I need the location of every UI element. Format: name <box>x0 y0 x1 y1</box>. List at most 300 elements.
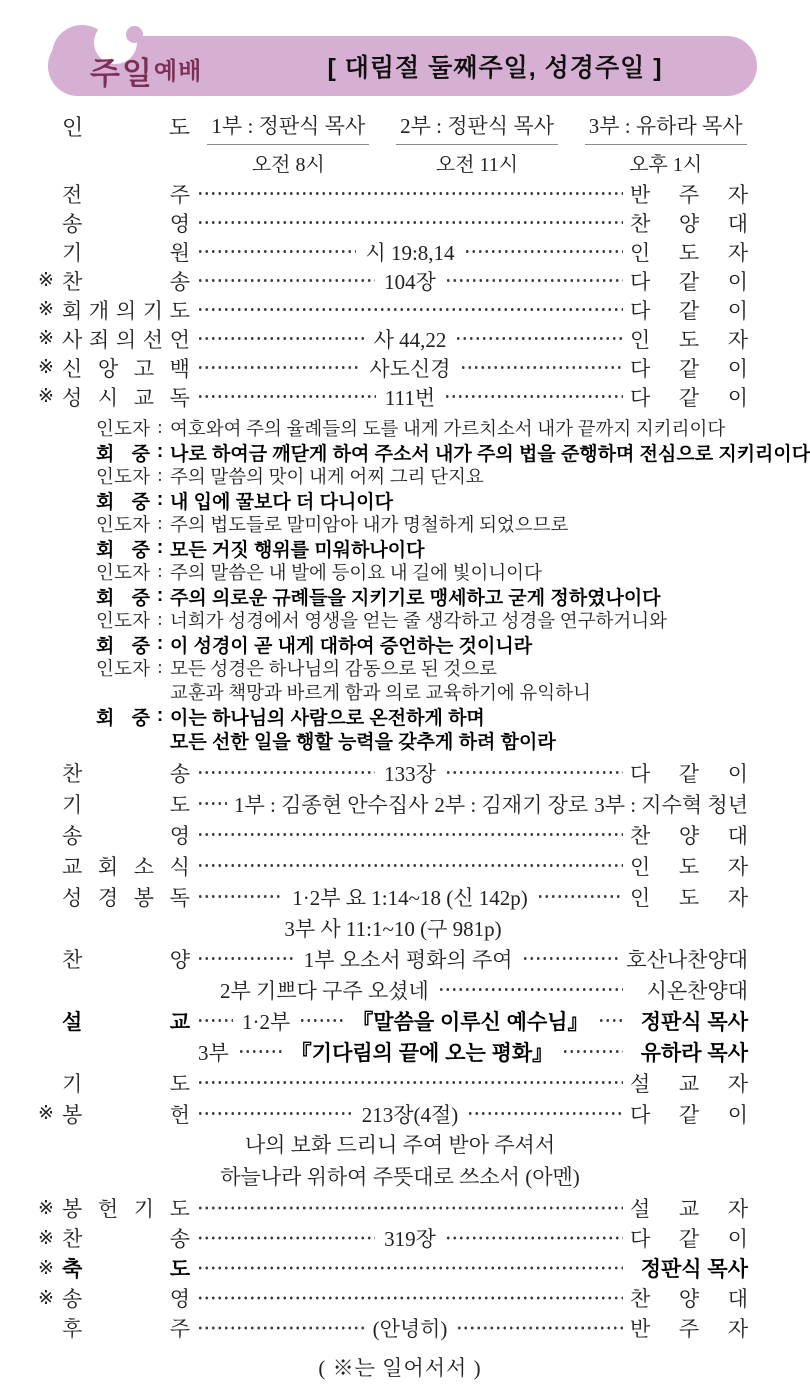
leader-dots <box>197 881 283 912</box>
reading-text: 모든 거짓 행위를 미워하나이다 <box>170 539 425 561</box>
char: 인 <box>96 468 114 488</box>
char: 찬 <box>62 1227 83 1251</box>
speaker-separator: : <box>157 657 163 678</box>
speaker-separator: : <box>156 537 164 558</box>
leader-dots <box>238 1036 282 1067</box>
char: 자 <box>132 660 150 680</box>
reading-line <box>96 704 780 728</box>
row-label <box>62 1193 190 1223</box>
char: 다 <box>630 356 651 381</box>
speaker-separator: : <box>157 609 163 630</box>
speaker-label <box>96 703 150 730</box>
char: 봉 <box>133 885 155 910</box>
standing-mark: ※ <box>38 357 54 378</box>
row-right-text <box>630 179 748 209</box>
leader-dots <box>197 850 623 881</box>
row-label <box>62 1068 190 1098</box>
char: 경 <box>97 885 119 910</box>
leader-dots <box>197 1098 353 1129</box>
leader-dots <box>197 266 375 295</box>
char: 송 <box>62 823 83 848</box>
char: 설 <box>62 1010 83 1034</box>
char: 다 <box>630 1102 651 1127</box>
char: 자 <box>727 327 748 352</box>
leader-dots <box>197 757 375 788</box>
char: 주 <box>169 182 190 207</box>
order-section-3 <box>0 1193 800 1343</box>
logo-text-sub: 예배 <box>153 58 203 85</box>
service-part: 1·2부 <box>242 1009 291 1034</box>
char: 같 <box>678 1102 700 1127</box>
char: 원 <box>169 240 190 265</box>
row-right-text <box>630 208 748 238</box>
row-right-text <box>630 382 748 412</box>
char: 도 <box>169 792 190 817</box>
leader-dots <box>197 179 623 208</box>
row-right-text <box>630 266 748 296</box>
char: 다 <box>630 385 651 410</box>
row-label <box>62 295 190 325</box>
leader-dots <box>197 1223 375 1253</box>
reading-line <box>96 488 780 512</box>
char: 다 <box>630 761 651 786</box>
char: 중 <box>131 635 150 657</box>
row-label <box>62 237 190 267</box>
reading-text: 나로 하여금 깨닫게 하여 주소서 내가 주의 법을 준행하며 전심으로 지키리이다 <box>170 443 810 465</box>
char: 자 <box>727 182 748 207</box>
char: 같 <box>678 1227 700 1251</box>
char: 도 <box>678 885 700 910</box>
assignment-list <box>234 789 748 819</box>
order-row <box>0 295 800 324</box>
char: 독 <box>169 885 190 910</box>
char: 주 <box>678 1317 700 1341</box>
char: 도 <box>114 420 132 440</box>
char: 헌 <box>97 1197 119 1221</box>
service-time: 오전 11시 <box>435 154 519 176</box>
order-row <box>0 850 800 881</box>
char: 도 <box>114 516 132 536</box>
char: 찬 <box>62 761 83 786</box>
row-center-text: 2부 기쁘다 구주 오셨네 <box>220 978 429 1003</box>
char: 인 <box>630 854 651 879</box>
standing-mark: ※ <box>38 1257 54 1279</box>
speaker-separator: : <box>156 633 164 654</box>
leader-dots <box>455 324 623 353</box>
service-leader-name: 3부 : 유하라 목사 <box>585 110 747 145</box>
row-right-text <box>630 353 748 383</box>
char: 후 <box>62 1317 83 1341</box>
char: 대 <box>727 211 748 236</box>
leader-dots <box>197 1253 623 1283</box>
order-row <box>0 1067 800 1098</box>
char: 찬 <box>630 211 651 236</box>
service-time: 오후 1시 <box>629 154 703 176</box>
row-label <box>62 1283 190 1313</box>
standing-mark: ※ <box>38 1197 54 1219</box>
row-right-text: 시온찬양대 <box>646 978 748 1003</box>
char: 인 <box>630 240 651 265</box>
row-center-text: (안녕히) <box>372 1317 448 1341</box>
char: 의 <box>115 298 137 323</box>
char: 기 <box>62 240 83 265</box>
leader-dots <box>460 353 623 382</box>
char: 같 <box>678 356 700 381</box>
char: 인 <box>96 420 114 440</box>
char: 교 <box>62 854 83 879</box>
speaker-separator: : <box>156 441 164 462</box>
order-row <box>0 757 800 788</box>
order-row <box>0 353 800 382</box>
row-right-text <box>630 882 748 912</box>
reading-line <box>96 680 780 704</box>
char: 찬 <box>62 269 83 294</box>
leader-dots <box>445 757 623 788</box>
reading-text: 모든 선한 일을 행할 능력을 갖추게 하려 함이라 <box>170 731 556 753</box>
char: 교 <box>133 385 155 410</box>
char: 인 <box>96 564 114 584</box>
char: 주 <box>169 1317 190 1341</box>
char: 회 <box>96 443 115 465</box>
row-label <box>62 353 190 383</box>
order-row <box>0 179 800 208</box>
char: 인 <box>96 612 114 632</box>
reading-text: 이 성경이 곧 내게 대하여 증언하는 것이니라 <box>170 635 533 657</box>
char: 기 <box>62 792 83 817</box>
speaker-label <box>96 607 150 633</box>
row-right-text <box>630 1099 748 1129</box>
row-center-text: 213장(4절) <box>361 1102 459 1127</box>
row-right-text <box>630 1313 748 1343</box>
char: 반 <box>630 1317 651 1341</box>
standing-mark: ※ <box>38 299 54 320</box>
speaker-label <box>96 487 150 514</box>
row-right-text <box>630 820 748 850</box>
row-label <box>62 324 190 354</box>
char: 찬 <box>630 823 651 848</box>
row-right-text: 정판식 목사 <box>640 1010 748 1034</box>
row-right-text <box>630 1068 748 1098</box>
assignment-part: 3부 : 지수혁 청년 <box>594 792 748 817</box>
row-label <box>62 758 190 788</box>
char: 이 <box>727 269 748 294</box>
char: 중 <box>131 587 150 609</box>
char: 찬 <box>630 1287 651 1311</box>
char: 도 <box>168 115 190 140</box>
leader-dots <box>197 382 376 411</box>
service-part: 3부 <box>198 1040 229 1065</box>
order-row <box>0 1313 800 1343</box>
reading-line <box>96 656 780 680</box>
char: 인 <box>96 660 114 680</box>
char: 양 <box>169 947 190 972</box>
standing-mark: ※ <box>38 1227 54 1249</box>
char: 이 <box>727 1227 748 1251</box>
char: 다 <box>630 269 651 294</box>
speaker-separator: : <box>156 585 164 606</box>
char: 이 <box>727 761 748 786</box>
order-row <box>0 1283 800 1313</box>
leader-dots <box>467 1098 623 1129</box>
char: 축 <box>62 1258 83 1281</box>
standing-mark: ※ <box>38 1103 54 1124</box>
reading-text: 주의 의로운 규례들을 지키기로 맹세하고 굳게 정하였나이다 <box>170 587 661 609</box>
order-row <box>0 1098 800 1129</box>
reading-text: 이는 하나님의 사람으로 온전하게 하며 <box>170 707 485 729</box>
row-right-text <box>630 851 748 881</box>
char: 봉 <box>62 1197 83 1221</box>
speaker-label <box>96 655 150 681</box>
order-row <box>0 324 800 353</box>
service-column <box>393 110 562 177</box>
row-label <box>62 820 190 850</box>
char: 도 <box>114 660 132 680</box>
char: 전 <box>62 182 83 207</box>
service-leader-name: 2부 : 정판식 목사 <box>396 110 558 145</box>
char: 인 <box>630 327 651 352</box>
order-row <box>0 943 800 974</box>
row-center-text: 1부 오소서 평화의 주여 <box>303 947 513 972</box>
leader-dots <box>197 1067 623 1098</box>
char: 자 <box>132 468 150 488</box>
char: 이 <box>727 385 748 410</box>
row-label <box>62 944 190 974</box>
leader-dots <box>197 237 356 266</box>
row-right-text <box>630 1283 748 1313</box>
row-center-text: 시 19:8,14 <box>365 240 455 265</box>
leader-dots <box>197 353 360 382</box>
leader-label <box>62 110 190 142</box>
char: 이 <box>727 298 748 323</box>
char: 주 <box>678 182 700 207</box>
leader-dots <box>456 1313 623 1343</box>
row-label <box>62 882 190 912</box>
char: 회 <box>96 539 115 561</box>
char: 도 <box>169 298 190 323</box>
leader-dots <box>197 1283 623 1313</box>
char: 성 <box>62 385 83 410</box>
char: 고 <box>133 356 155 381</box>
logo-text-main: 주일 <box>90 56 154 91</box>
char: 중 <box>131 539 150 561</box>
char: 독 <box>169 385 190 410</box>
order-section-2 <box>0 757 800 1129</box>
leader-dots <box>197 1193 623 1223</box>
row-right-text <box>630 237 748 267</box>
speaker-label <box>96 463 150 489</box>
reading-text: 주의 말씀의 맛이 내게 어찌 그리 단지요 <box>170 468 484 488</box>
char: 양 <box>678 1287 700 1311</box>
row-center-text: 사도신경 <box>369 356 451 381</box>
row-center-text: 1·2부 요 1:14~18 (신 142p) <box>292 885 528 910</box>
char: 회 <box>97 854 119 879</box>
reading-text: 교훈과 책망과 바르게 함과 의로 교육하기에 유익하니 <box>170 684 591 704</box>
row-label <box>62 1253 190 1283</box>
char: 죄 <box>88 327 110 352</box>
order-row <box>0 819 800 850</box>
char: 성 <box>62 885 83 910</box>
char: 이 <box>727 356 748 381</box>
order-row <box>0 1253 800 1283</box>
leader-dots <box>197 788 227 819</box>
row-center-text: 사 44,22 <box>373 327 447 352</box>
responsive-reading <box>0 411 810 757</box>
row-label <box>62 851 190 881</box>
char: 자 <box>132 420 150 440</box>
row-right-text <box>630 758 748 788</box>
standing-mark: ※ <box>38 270 54 291</box>
speaker-label <box>96 415 150 441</box>
char: 도 <box>114 564 132 584</box>
char: 송 <box>62 211 83 236</box>
verse-line: 하늘나라 위하여 주뜻대로 쓰소서 (아멘) <box>220 1165 580 1189</box>
reading-text: 여호와여 주의 율례들의 도를 내게 가르치소서 내가 끝까지 지키리이다 <box>170 420 726 440</box>
reading-line <box>96 728 780 752</box>
char: 회 <box>62 298 83 323</box>
char: 도 <box>114 612 132 632</box>
char: 같 <box>678 761 700 786</box>
row-label <box>62 382 190 412</box>
char: 영 <box>169 211 190 236</box>
char: 송 <box>169 761 190 786</box>
row-label <box>62 1099 190 1129</box>
char: 백 <box>169 356 190 381</box>
logo-dot-icon <box>126 26 143 43</box>
assignment-part: 1부 : 김종현 안수집사 <box>234 792 429 817</box>
char: 기 <box>62 1071 83 1096</box>
char: 도 <box>678 854 700 879</box>
row-right-text <box>630 1193 748 1223</box>
leader-dots <box>537 881 623 912</box>
char: 교 <box>169 1010 190 1034</box>
order-row <box>0 382 800 411</box>
sermon-title: 『말씀을 이루신 예수님』 <box>352 1010 589 1034</box>
banner-title: [ 대림절 둘째주일, 성경주일 ] <box>327 54 663 82</box>
char: 자 <box>132 516 150 536</box>
reading-line <box>96 608 780 632</box>
order-row <box>0 881 800 912</box>
order-row <box>0 1223 800 1253</box>
reading-text: 주의 법도들로 말미암아 내가 명철하게 되었으므로 <box>170 516 569 536</box>
standing-mark: ※ <box>38 386 54 407</box>
reading-text: 너희가 성경에서 영생을 얻는 줄 생각하고 성경을 연구하거니와 <box>170 612 668 632</box>
char: 중 <box>131 443 150 465</box>
row-right-text <box>630 1223 748 1253</box>
assignment-part: 2부 : 김재기 장로 <box>434 792 589 817</box>
reading-text: 모든 성경은 하나님의 감동으로 된 것으로 <box>170 660 497 680</box>
char: 헌 <box>169 1102 190 1127</box>
speaker-label <box>96 559 150 585</box>
reading-line <box>96 416 780 440</box>
service-column <box>204 110 373 177</box>
char: 자 <box>727 1071 748 1096</box>
leader-dots <box>197 324 365 353</box>
char: 자 <box>132 612 150 632</box>
char: 설 <box>630 1071 651 1096</box>
order-row <box>0 1036 800 1067</box>
char: 같 <box>678 269 700 294</box>
char: 같 <box>678 385 700 410</box>
leader-dots <box>522 943 620 974</box>
char: 회 <box>96 491 115 513</box>
char: 도 <box>169 1071 190 1096</box>
char: 언 <box>169 327 190 352</box>
char: 자 <box>727 1317 748 1341</box>
char: 신 <box>62 356 83 381</box>
reading-line <box>96 584 780 608</box>
sermon-title: 『기다림의 끝에 오는 평화』 <box>290 1041 554 1065</box>
char: 도 <box>114 468 132 488</box>
char: 다 <box>630 1227 651 1251</box>
char: 교 <box>678 1071 700 1096</box>
char: 다 <box>630 298 651 323</box>
char: 중 <box>131 707 150 729</box>
row-label <box>62 179 190 209</box>
char: 찬 <box>62 947 83 972</box>
char: 자 <box>132 564 150 584</box>
speaker-label <box>96 535 150 562</box>
char: 중 <box>131 491 150 513</box>
char: 봉 <box>62 1102 83 1127</box>
leader-dots <box>445 1223 623 1253</box>
char: 영 <box>169 1287 190 1311</box>
char: 대 <box>727 1287 748 1311</box>
char: 기 <box>142 298 164 323</box>
char: 선 <box>142 327 164 352</box>
reading-line <box>96 440 810 465</box>
char: 사 <box>62 327 83 352</box>
speaker-label <box>96 511 150 537</box>
char: 자 <box>727 240 748 265</box>
speaker-label <box>96 583 150 610</box>
order-row <box>0 208 800 237</box>
row-label <box>62 266 190 296</box>
reading-line <box>96 512 780 536</box>
char: 자 <box>727 854 748 879</box>
leader-dots <box>299 1005 343 1036</box>
leader-dots <box>197 295 623 324</box>
row-right-text <box>630 295 748 325</box>
row-right-text: 호산나찬양대 <box>626 947 749 972</box>
order-row <box>0 1005 800 1036</box>
char: 양 <box>678 823 700 848</box>
speaker-separator: : <box>157 513 163 534</box>
char: 회 <box>96 707 115 729</box>
leader-dots <box>598 1005 623 1036</box>
char: 교 <box>678 1197 700 1221</box>
char: 인 <box>96 516 114 536</box>
char: 대 <box>727 823 748 848</box>
speaker-separator: : <box>157 561 163 582</box>
leader-dots <box>445 266 623 295</box>
standing-mark: ※ <box>38 328 54 349</box>
row-center-text: 133장 <box>384 761 436 786</box>
char: 이 <box>727 1102 748 1127</box>
char: 송 <box>169 1227 190 1251</box>
char: 인 <box>62 115 84 140</box>
leader-dots <box>562 1036 623 1067</box>
reading-text: 내 입에 꿀보다 더 다니이다 <box>170 491 394 513</box>
order-section-1 <box>0 179 800 411</box>
reading-line <box>96 464 780 488</box>
row-label <box>62 1313 190 1343</box>
row-label <box>62 789 190 819</box>
standing-mark: ※ <box>38 1287 54 1309</box>
order-row <box>0 237 800 266</box>
speaker-separator: : <box>156 489 164 510</box>
row-right-text <box>630 324 748 354</box>
order-row <box>0 788 800 819</box>
